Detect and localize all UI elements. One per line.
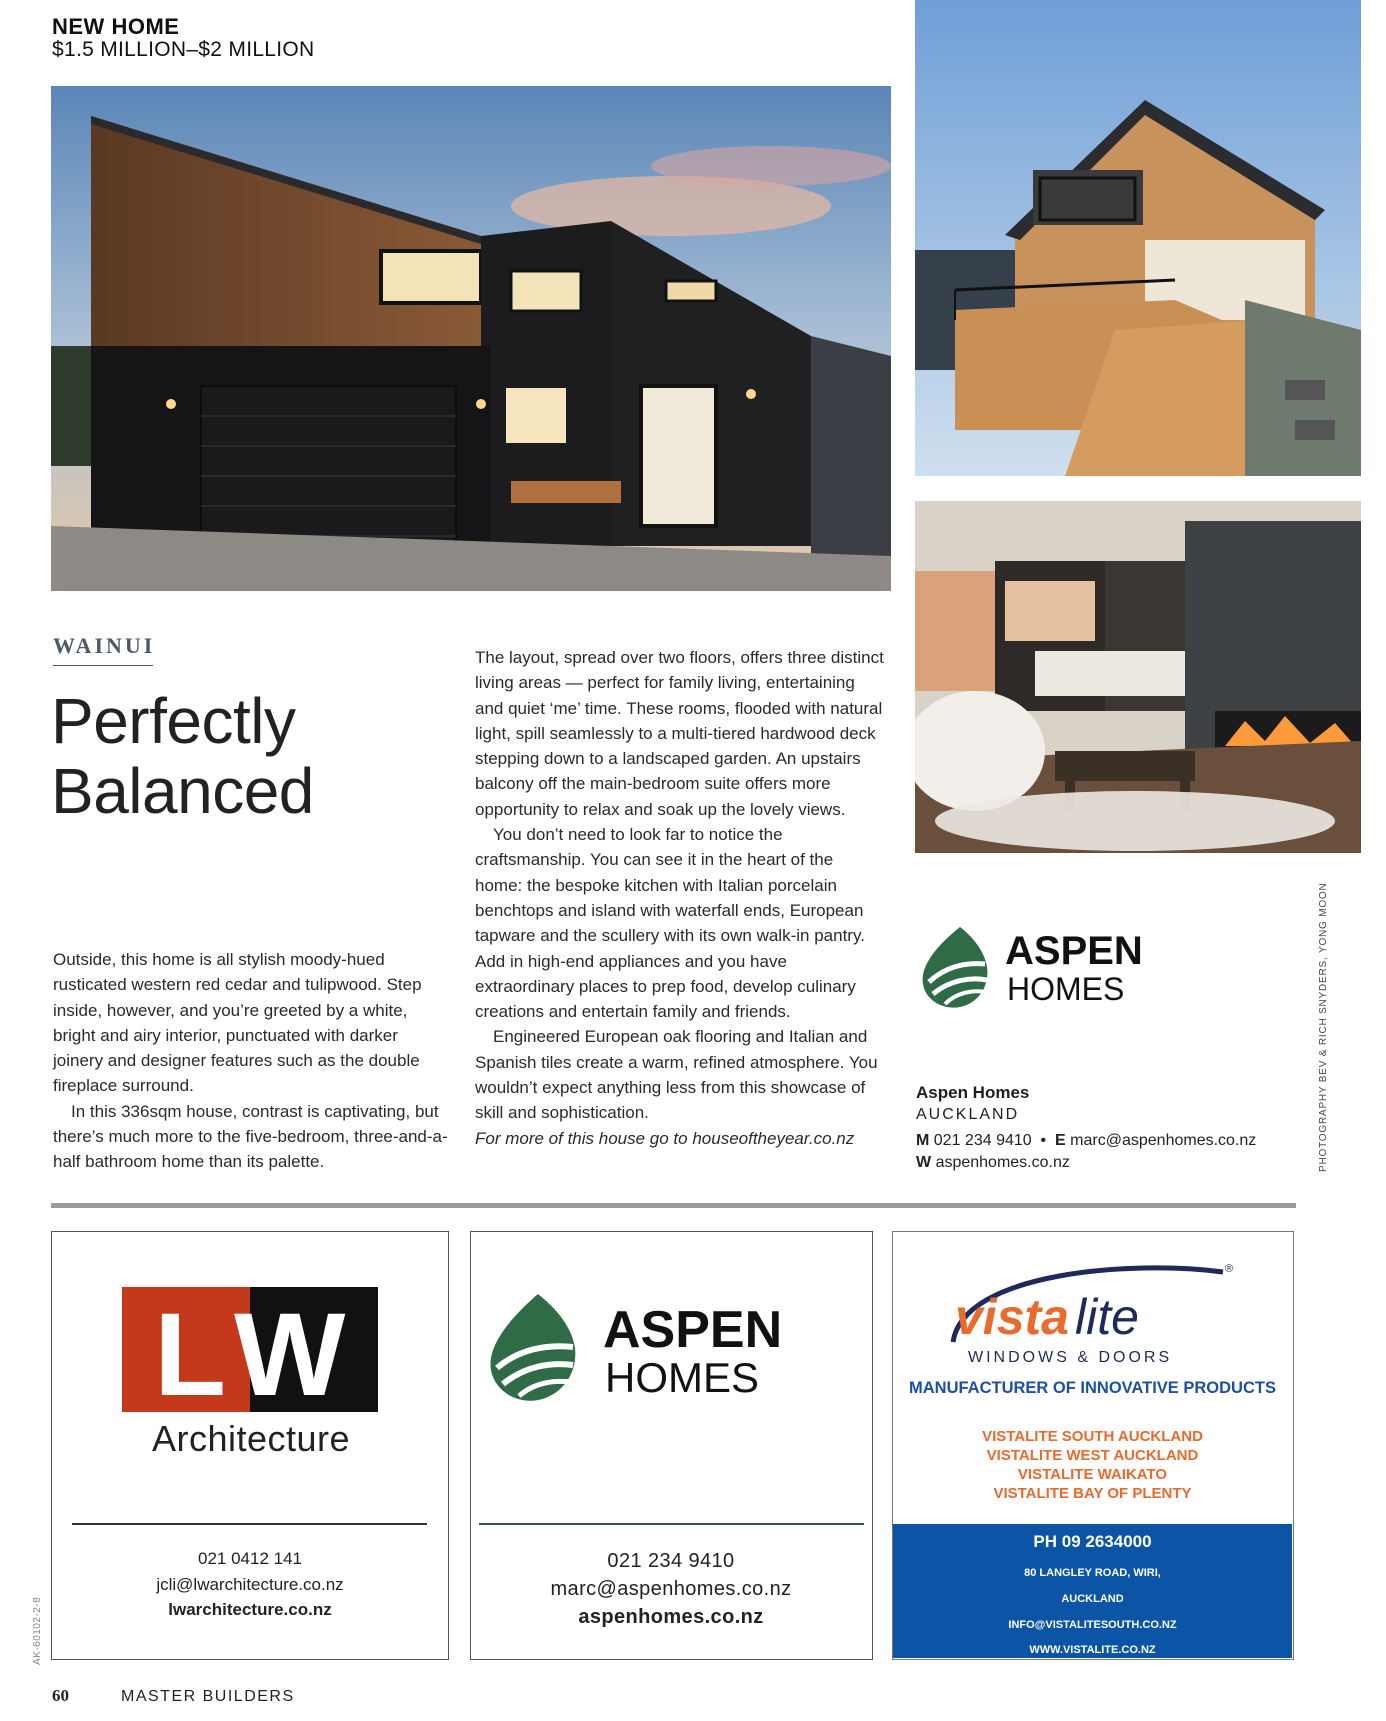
article-credit: For more of this house go to houseoftheyear.co.nz bbox=[475, 1128, 855, 1148]
builder-city: AUCKLAND bbox=[916, 1106, 1020, 1123]
paragraph: Outside, this home is all stylish moody-hued rusticated western red cedar and tulipwood. Step inside, however, and you’re greeted by a white, bright and airy interior, punctuated with darker joinery and designer features such as the double fireplace surround. bbox=[53, 950, 422, 1096]
logo-word-1: ASPEN bbox=[1005, 929, 1143, 973]
article-column-1 bbox=[53, 947, 448, 1175]
lw-letter-l: L bbox=[154, 1289, 227, 1412]
aspen-homes-logo bbox=[915, 922, 1190, 1012]
aspen-word-1: ASPEN bbox=[603, 1301, 783, 1359]
article-column-2 bbox=[475, 645, 885, 1151]
aspen-leaf-icon bbox=[491, 1294, 576, 1401]
section-divider bbox=[51, 1203, 1296, 1208]
aspen-ad-logo bbox=[483, 1292, 858, 1407]
paragraph: Engineered European oak flooring and Italian and Spanish tiles create a warm, refined atmosphere. You wouldn’t expect anything less from this showcase of skill and sophistication. bbox=[475, 1027, 878, 1123]
price-range: $1.5 MILLION–$2 MILLION bbox=[52, 38, 315, 61]
paragraph: In this 336sqm house, contrast is captivating, but there’s much more to the five-bedroom, three-and-a-half bathroom home than its palette. bbox=[53, 1101, 448, 1172]
lw-architecture-ad[interactable] bbox=[51, 1231, 449, 1660]
title-line-2: Balanced bbox=[51, 755, 314, 827]
ad-code: AK-60102-2-8 bbox=[32, 1596, 43, 1665]
builder-name: Aspen Homes bbox=[916, 1083, 1030, 1102]
aspen-word-2: HOMES bbox=[605, 1354, 760, 1401]
lw-logo bbox=[122, 1287, 378, 1412]
vistalite-branch: VISTALITE WAIKATO bbox=[1017, 1466, 1168, 1483]
lw-letter-w: W bbox=[234, 1289, 346, 1412]
page-number: 60 bbox=[52, 1686, 69, 1705]
living-room-photo bbox=[915, 501, 1361, 853]
ad-rule bbox=[72, 1523, 427, 1525]
builder-web-line: W aspenhomes.co.nz bbox=[916, 1154, 1070, 1171]
aspen-homes-ad[interactable] bbox=[470, 1231, 873, 1660]
vistalite-brand-light: lite bbox=[1075, 1289, 1139, 1345]
vistalite-sub: WINDOWS & DOORS bbox=[968, 1349, 1173, 1366]
vistalite-email[interactable]: INFO@VISTALITESOUTH.CO.NZ bbox=[1008, 1619, 1177, 1631]
vistalite-branch: VISTALITE BAY OF PLENTY bbox=[993, 1485, 1192, 1502]
section-category: NEW HOME bbox=[52, 14, 180, 39]
vistalite-website[interactable]: WWW.VISTALITE.CO.NZ bbox=[1029, 1644, 1156, 1656]
article-location: WAINUI bbox=[53, 633, 156, 658]
ad-rule bbox=[479, 1523, 864, 1525]
lw-website[interactable]: lwarchitecture.co.nz bbox=[168, 1600, 332, 1619]
aspen-phone[interactable]: 021 234 9410 bbox=[607, 1550, 735, 1572]
vistalite-phone[interactable]: PH 09 2634000 bbox=[1033, 1532, 1152, 1551]
magazine-name: MASTER BUILDERS bbox=[121, 1688, 295, 1705]
builder-contact-line: M 021 234 9410 • E marc@aspenhomes.co.nz bbox=[916, 1132, 1257, 1149]
lw-firm-name: Architecture bbox=[151, 1418, 351, 1459]
vistalite-branch: VISTALITE WEST AUCKLAND bbox=[986, 1447, 1199, 1464]
vistalite-address-2: AUCKLAND bbox=[1061, 1593, 1124, 1605]
aspen-leaf-icon bbox=[923, 927, 988, 1008]
vistalite-logo bbox=[933, 1252, 1253, 1372]
deck-photo bbox=[915, 0, 1361, 476]
builder-website[interactable]: aspenhomes.co.nz bbox=[935, 1154, 1070, 1171]
vistalite-brand-bold: vista bbox=[955, 1289, 1069, 1345]
lw-phone[interactable]: 021 0412 141 bbox=[198, 1549, 302, 1568]
exterior-photo bbox=[51, 86, 891, 591]
vistalite-contact-panel bbox=[893, 1524, 1292, 1658]
paragraph: The layout, spread over two floors, offers three distinct living areas — perfect for family living, entertaining and quiet ‘me’ time. These rooms, flooded with natural light, spill seamlessly to a multi-tiered hardwood deck stepping down to a landscaped garden. An upstairs balcony off the main-bedroom suite offers more opportunity to relax and soak up the lovely views. bbox=[475, 648, 884, 819]
vistalite-address-1: 80 LANGLEY ROAD, WIRI, bbox=[1024, 1567, 1161, 1579]
title-line-1: Perfectly bbox=[51, 685, 296, 757]
photo-credit: PHOTOGRAPHY BEV & RICH SNYDERS, YONG MOON bbox=[1318, 882, 1329, 1172]
article-title bbox=[51, 686, 314, 826]
builder-mobile[interactable]: 021 234 9410 bbox=[933, 1132, 1032, 1149]
vistalite-branch: VISTALITE SOUTH AUCKLAND bbox=[982, 1428, 1203, 1445]
paragraph: You don’t need to look far to notice the craftsmanship. You can see it in the heart of the home: the bespoke kitchen with Italian porcelain benchtops and island with waterfall ends, European tapware and the scullery with its own walk-in pantry. Add in high-end appliances and you have extraordinary places to prep food, develop culinary creations and entertain family and friends. bbox=[475, 825, 865, 1022]
vistalite-ad[interactable] bbox=[892, 1231, 1294, 1660]
registered-mark: ® bbox=[1225, 1263, 1234, 1275]
lw-email[interactable]: jcli@lwarchitecture.co.nz bbox=[156, 1575, 344, 1594]
aspen-website[interactable]: aspenhomes.co.nz bbox=[578, 1606, 764, 1628]
builder-email[interactable]: marc@aspenhomes.co.nz bbox=[1070, 1132, 1257, 1149]
vistalite-tagline: MANUFACTURER OF INNOVATIVE PRODUCTS bbox=[909, 1379, 1276, 1397]
aspen-email[interactable]: marc@aspenhomes.co.nz bbox=[550, 1578, 792, 1600]
logo-word-2: HOMES bbox=[1007, 971, 1125, 1007]
location-rule bbox=[53, 665, 153, 666]
